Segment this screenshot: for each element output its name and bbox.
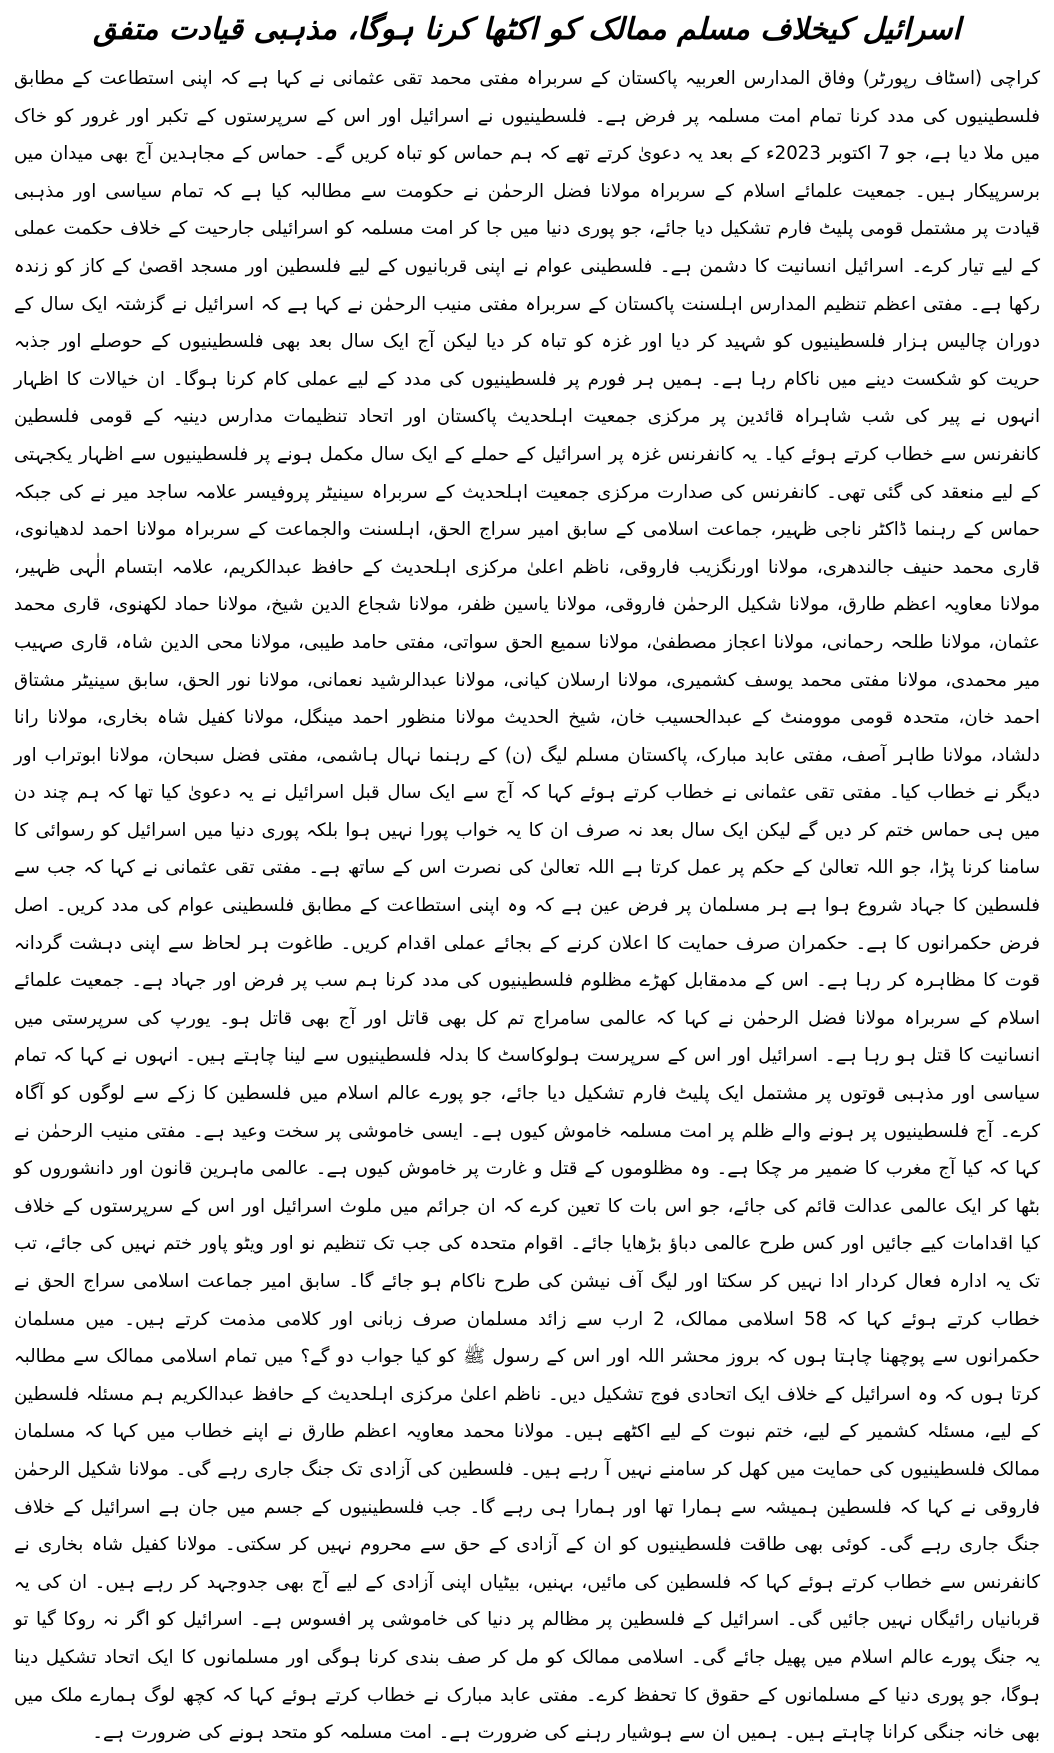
article-body: کراچی (اسٹاف رپورٹر) وفاق المدارس العربیہ پاکستان کے سربراہ مفتی محمد تقی عثمانی نے کہا ہے کہ اپنی استطاعت کے مطابق فلسطینیوں کی مدد کرنا تمام امت مسلمہ پر فرض ہے۔ فلسطینیوں نے اسرائیل اور اس کے سرپرستوں کے تکبر اور غرور کو خاک میں ملا دیا ہے، جو 7 اکتوبر 2023ء کے بعد یہ دعویٰ کرتے تھے کہ ہم حماس کو تباہ کریں گے۔ حماس کے مجاہدین آج بھی میدان میں برسرپیکار ہیں۔ جمعیت علمائے اسلام کے سربراہ مولانا فضل الرحمٰن نے حکومت سے مطالبہ کیا ہے کہ تمام سیاسی اور مذہبی قیادت پر مشتمل قومی پلیٹ فارم تشکیل دیا جائے، جو پوری دنیا میں جا کر امت مسلمہ کو اسرائیلی جارحیت کے خلاف حکمت عملی کے لیے تیار کرے۔ اسرائیل انسانیت کا دشمن ہے۔ فلسطینی عوام نے اپنی قربانیوں کے لیے فلسطین اور مسجد اقصیٰ کے کاز کو زندہ رکھا ہے۔ مفتی اعظم تنظیم المدارس اہلسنت پاکستان کے سربراہ مفتی منیب الرحمٰن نے کہا ہے کہ اسرائیل نے گزشتہ ایک سال کے دوران چالیس ہزار فلسطینیوں کو شہید کر دیا اور غزہ کو تباہ کر دیا لیکن آج ایک سال بعد بھی فلسطینیوں کے حوصلے اور جذبہ حریت کو شکست دینے میں ناکام رہا ہے۔ ہمیں ہر فورم پر فلسطینیوں کی مدد کے لیے عملی کام کرنا ہوگا۔ ان خیالات کا اظہار انہوں نے پیر کی شب شاہراہ قائدین پر مرکزی جمعیت اہلحدیث پاکستان اور اتحاد تنظیمات مدارس دینیہ کے قومی فلسطین کانفرنس سے خطاب کرتے ہوئے کیا۔ یہ کانفرنس غزہ پر اسرائیل کے حملے کے ایک سال مکمل ہونے پر فلسطینیوں سے اظہار یکجہتی کے لیے منعقد کی گئی تھی۔ کانفرنس کی صدارت مرکزی جمعیت اہلحدیث کے سربراہ سینیٹر پروفیسر علامہ ساجد میر نے کی جبکہ حماس کے رہنما ڈاکٹر ناجی ظہیر، جماعت اسلامی کے سابق امیر سراج الحق، اہلسنت والجماعت کے سربراہ مولانا احمد لدھیانوی، قاری محمد حنیف جالندھری، مولانا اورنگزیب فاروقی، ناظم اعلیٰ مرکزی اہلحدیث کے حافظ عبدالکریم، علامہ ابتسام الٰہی ظہیر، مولانا معاویہ اعظم طارق، مولانا شکیل الرحمٰن فاروقی، مولانا یاسین ظفر، مولانا شجاع الدین شیخ، مولانا حماد لکھنوی، قاری محمد عثمان، مولانا طلحہ رحمانی، مولانا اعجاز مصطفیٰ، مولانا سمیع الحق سواتی، مفتی حامد طیبی، مولانا محی الدین شاہ، قاری صہیب میر محمدی، مولانا مفتی محمد یوسف کشمیری، مولانا ارسلان کیانی، مولانا عبدالرشید نعمانی، مولانا نور الحق، سابق سینیٹر مشتاق احمد خان، متحدہ قومی موومنٹ کے عبدالحسیب خان، شیخ الحدیث مولانا منظور احمد مینگل، مولانا کفیل شاہ بخاری، مولانا رانا دلشاد، مولانا طاہر آصف، مفتی عابد مبارک، پاکستان مسلم لیگ (ن) کے رہنما نہال ہاشمی، مفتی فضل سبحان، مولانا ابوتراب اور دیگر نے خطاب کیا۔ مفتی تقی عثمانی نے خطاب کرتے ہوئے کہا کہ آج سے ایک سال قبل اسرائیل نے یہ دعویٰ کیا تھا کہ ہم چند دن میں ہی حماس ختم کر دیں گے لیکن ایک سال بعد نہ صرف ان کا یہ خواب پورا نہیں ہوا بلکہ پوری دنیا میں اسرائیل کو رسوائی کا سامنا کرنا پڑا، جو اللہ تعالیٰ کے حکم پر عمل کرتا ہے اللہ تعالیٰ کی نصرت اس کے ساتھ ہے۔ مفتی تقی عثمانی نے کہا کہ جب سے فلسطین کا جہاد شروع ہوا ہے ہر مسلمان پر فرض عین ہے کہ وہ اپنی استطاعت کے مطابق فلسطینی عوام کی مدد کریں۔ اصل فرض حکمرانوں کا ہے۔ حکمران صرف حمایت کا اعلان کرنے کے بجائے عملی اقدام کریں۔ طاغوت ہر لحاظ سے اپنی دہشت گردانہ قوت کا مظاہرہ کر رہا ہے۔ اس کے مدمقابل کھڑے مظلوم فلسطینیوں کی مدد کرنا ہم سب پر فرض اور جہاد ہے۔ جمعیت علمائے اسلام کے سربراہ مولانا فضل الرحمٰن نے کہا کہ عالمی سامراج تم کل بھی قاتل اور آج بھی قاتل ہو۔ یورپ کی سرپرستی میں انسانیت کا قتل ہو رہا ہے۔ اسرائیل اور اس کے سرپرست ہولوکاسٹ کا بدلہ فلسطینیوں سے لینا چاہتے ہیں۔ انہوں نے کہا کہ تمام سیاسی اور مذہبی قوتوں پر مشتمل ایک پلیٹ فارم تشکیل دیا جائے، جو پورے عالم اسلام میں فلسطین کا زکے سے لوگوں کو آگاہ کرے۔ آج فلسطینیوں پر ہونے والے ظلم پر امت مسلمہ خاموش کیوں ہے۔ ایسی خاموشی پر سخت وعید ہے۔ مفتی منیب الرحمٰن نے کہا کہ کیا آج مغرب کا ضمیر مر چکا ہے۔ وہ مظلوموں کے قتل و غارت پر خاموش کیوں ہے۔ عالمی ماہرین قانون اور دانشوروں کو بٹھا کر ایک عالمی عدالت قائم کی جائے، جو اس بات کا تعین کرے کہ ان جرائم میں ملوث اسرائیل اور اس کے سرپرستوں کے خلاف کیا اقدامات کیے جائیں اور کس طرح عالمی دباؤ بڑھایا جائے۔ اقوام متحدہ کی جب تک تنظیم نو اور ویٹو پاور ختم نہیں کی جائے، تب تک یہ ادارہ فعال کردار ادا نہیں کر سکتا اور لیگ آف نیشن کی طرح ناکام ہو جائے گا۔ سابق امیر جماعت اسلامی سراج الحق نے خطاب کرتے ہوئے کہا کہ 58 اسلامی ممالک، 2 ارب سے زائد مسلمان صرف زبانی اور کلامی مذمت کرتے ہیں۔ میں مسلمان حکمرانوں سے پوچھنا چاہتا ہوں کہ بروز محشر اللہ اور اس کے رسول ﷺ کو کیا جواب دو گے؟ میں تمام اسلامی ممالک سے مطالبہ کرتا ہوں کہ وہ اسرائیل کے خلاف ایک اتحادی فوج تشکیل دیں۔ ناظم اعلیٰ مرکزی اہلحدیث کے حافظ عبدالکریم ہم مسئلہ فلسطین کے لیے، مسئلہ کشمیر کے لیے، ختم نبوت کے لیے اکٹھے ہیں۔ مولانا محمد معاویہ اعظم طارق نے اپنے خطاب میں کہا کہ مسلمان ممالک فلسطینیوں کی حمایت میں کھل کر سامنے نہیں آ رہے ہیں۔ فلسطین کی آزادی تک جنگ جاری رہے گی۔ مولانا شکیل الرحمٰن فاروقی نے کہا کہ فلسطین ہمیشہ سے ہمارا تھا اور ہمارا ہی رہے گا۔ جب فلسطینیوں کے جسم میں جان ہے اسرائیل کے خلاف جنگ جاری رہے گی۔ کوئی بھی طاقت فلسطینیوں کو ان کے آزادی کے حق سے محروم نہیں کر سکتی۔ مولانا کفیل شاہ بخاری نے کانفرنس سے خطاب کرتے ہوئے کہا کہ فلسطین کی مائیں، بہنیں، بیٹیاں اپنی آزادی کے لیے آج بھی جدوجہد کر رہے ہیں۔ ان کی یہ قربانیاں رائیگاں نہیں جائیں گی۔ اسرائیل کے فلسطین پر مظالم پر دنیا کی خاموشی پر افسوس ہے۔ اسرائیل کو اگر نہ روکا گیا تو یہ جنگ پورے عالم اسلام میں پھیل جائے گی۔ اسلامی ممالک کو مل کر صف بندی کرنا ہوگی اور مسلمانوں کا ایک اتحاد تشکیل دینا ہوگا، جو پوری دنیا کے مسلمانوں کے حقوق کا تحفظ کرے۔ مفتی عابد مبارک نے خطاب کرتے ہوئے کہا کہ کچھ لوگ ہمارے ملک میں بھی خانہ جنگی کرانا چاہتے ہیں۔ ہمیں ان سے ہوشیار رہنے کی ضرورت ہے۔ امت مسلمہ کو متحد ہونے کی ضرورت ہے۔ (14, 68, 1040, 1744)
headline: اسرائیل کیخلاف مسلم ممالک کو اکٹھا کرنا ہوگا، مذہبی قیادت متفق (93, 12, 961, 47)
